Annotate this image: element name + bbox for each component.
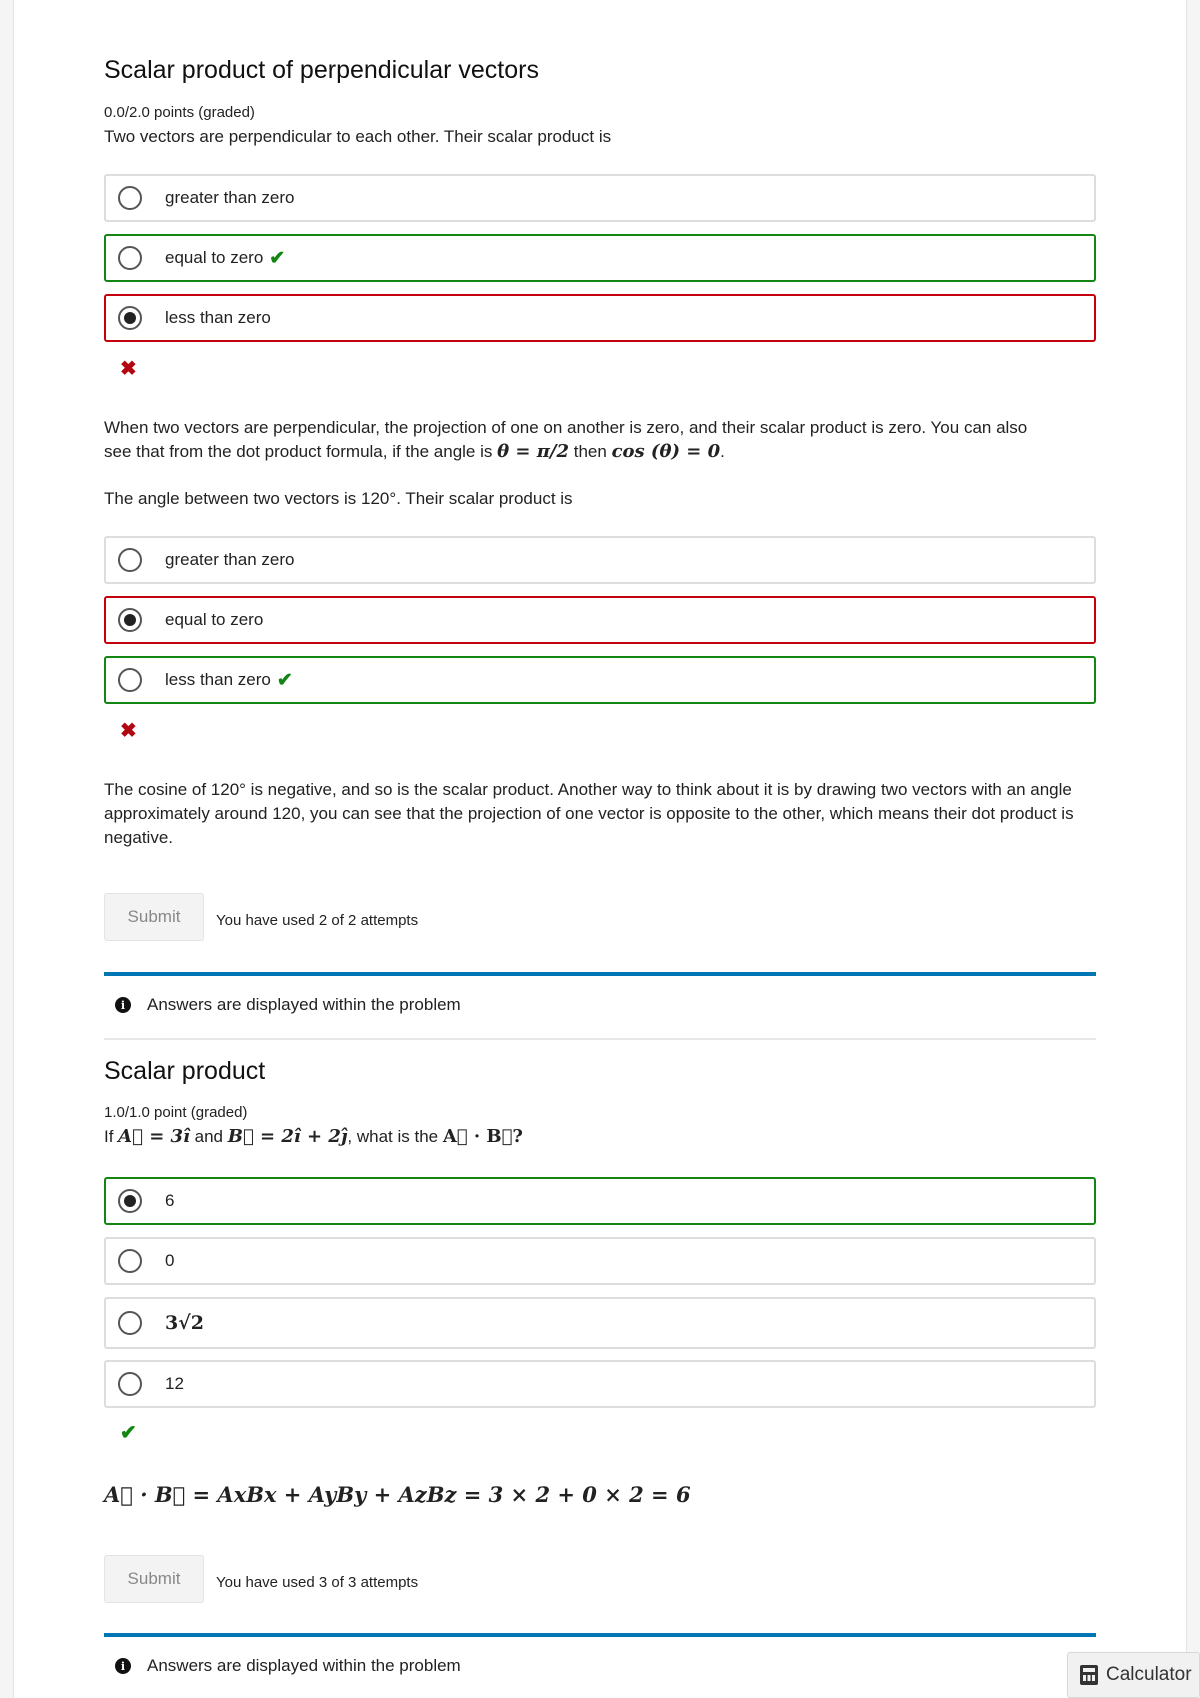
info-icon: i bbox=[115, 1658, 131, 1674]
check-icon: ✔ bbox=[120, 1422, 137, 1444]
explanation-line: When two vectors are perpendicular, the projection of one on another is zero, and their scalar product is zero. You can also bbox=[104, 418, 1028, 437]
radio-button[interactable] bbox=[118, 1311, 142, 1335]
explanation-text: The cosine of 120° is negative, and so is the scalar product. Another way to think about it is by drawing two vectors with an angle approximately around 120, you can see that the projection of one vector is opposite to the other, which means their dot product is negative. bbox=[104, 780, 1074, 847]
solution-equation: A⃗ · B⃗ = AxBx + AyBy + AzBz = 3 × 2 + 0 × 2 = 6 bbox=[104, 1482, 691, 1507]
choice-label: less than zero bbox=[165, 670, 271, 689]
prompt-text-part: , what is the bbox=[347, 1127, 443, 1146]
prompt-text-part: and bbox=[189, 1127, 228, 1146]
problem-title: Scalar product bbox=[104, 1057, 266, 1085]
problem-title: Scalar product of perpendicular vectors bbox=[104, 56, 539, 84]
choice-label: less than zero bbox=[165, 308, 271, 327]
radio-button-selected[interactable] bbox=[118, 1189, 142, 1213]
page-container bbox=[13, 0, 1187, 1698]
radio-button[interactable] bbox=[118, 548, 142, 572]
prompt-text-part: If bbox=[104, 1127, 119, 1146]
check-icon: ✔ bbox=[269, 247, 286, 269]
math-expression: cos (θ) = 0 bbox=[611, 441, 721, 462]
choice-6[interactable] bbox=[104, 1177, 1096, 1225]
notice-text: Answers are displayed within the problem bbox=[147, 995, 461, 1014]
explanation-text bbox=[104, 416, 1096, 464]
submit-button[interactable]: Submit bbox=[104, 893, 204, 941]
info-icon: i bbox=[115, 997, 131, 1013]
notice-text: Answers are displayed within the problem bbox=[147, 1656, 461, 1675]
radio-button[interactable] bbox=[118, 1372, 142, 1396]
math-expression: B⃗ = 2î + 2ĵ bbox=[227, 1126, 348, 1147]
choice-3-sqrt-2[interactable] bbox=[104, 1297, 1096, 1349]
choice-greater-than-zero[interactable] bbox=[104, 536, 1096, 584]
choice-label: greater than zero bbox=[165, 188, 295, 207]
choice-label: greater than zero bbox=[165, 550, 295, 569]
cross-icon: ✖ bbox=[120, 358, 137, 380]
choice-equal-to-zero[interactable] bbox=[104, 596, 1096, 644]
explanation-text-part: . bbox=[720, 442, 725, 461]
choice-label: equal to zero bbox=[165, 610, 264, 629]
explanation-text-part: then bbox=[569, 442, 612, 461]
question-prompt bbox=[104, 1126, 523, 1147]
attempts-text: You have used 3 of 3 attempts bbox=[216, 1574, 419, 1591]
choice-label: equal to zero bbox=[165, 248, 264, 267]
cross-icon: ✖ bbox=[120, 720, 137, 742]
radio-button[interactable] bbox=[118, 668, 142, 692]
submit-button[interactable]: Submit bbox=[104, 1555, 204, 1603]
radio-button[interactable] bbox=[118, 186, 142, 210]
problem-divider bbox=[104, 1038, 1096, 1040]
choice-greater-than-zero[interactable] bbox=[104, 174, 1096, 222]
question-prompt: The angle between two vectors is 120°. Their scalar product is bbox=[104, 489, 573, 508]
choice-less-than-zero[interactable] bbox=[104, 294, 1096, 342]
calculator-icon bbox=[1080, 1665, 1098, 1685]
check-icon: ✔ bbox=[276, 669, 293, 691]
radio-button-selected[interactable] bbox=[118, 608, 142, 632]
answers-notice bbox=[104, 1633, 1096, 1695]
problem-points: 1.0/1.0 point (graded) bbox=[104, 1104, 248, 1121]
choice-less-than-zero[interactable] bbox=[104, 656, 1096, 704]
calculator-label: Calculator bbox=[1106, 1664, 1192, 1685]
math-expression: A⃗ = 3î bbox=[118, 1126, 190, 1147]
choice-label: 12 bbox=[165, 1374, 184, 1393]
math-expression: θ = π/2 bbox=[497, 441, 570, 462]
choice-0[interactable] bbox=[104, 1237, 1096, 1285]
choice-12[interactable] bbox=[104, 1360, 1096, 1408]
question-prompt: Two vectors are perpendicular to each other. Their scalar product is bbox=[104, 127, 612, 146]
explanation-line bbox=[104, 440, 1096, 464]
choice-equal-to-zero[interactable] bbox=[104, 234, 1096, 282]
attempts-text: You have used 2 of 2 attempts bbox=[216, 912, 419, 929]
calculator-button[interactable] bbox=[1067, 1652, 1200, 1698]
problem-points: 0.0/2.0 points (graded) bbox=[104, 104, 255, 121]
radio-button[interactable] bbox=[118, 1249, 142, 1273]
choice-label: 6 bbox=[165, 1191, 175, 1210]
choice-label: 3√2 bbox=[165, 1312, 204, 1334]
explanation-text-part: see that from the dot product formula, if the angle is bbox=[104, 442, 498, 461]
math-expression: A⃗ · B⃗? bbox=[442, 1126, 523, 1147]
choice-label: 0 bbox=[165, 1251, 175, 1270]
radio-button[interactable] bbox=[118, 246, 142, 270]
answers-notice bbox=[104, 972, 1096, 1034]
radio-button-selected[interactable] bbox=[118, 306, 142, 330]
